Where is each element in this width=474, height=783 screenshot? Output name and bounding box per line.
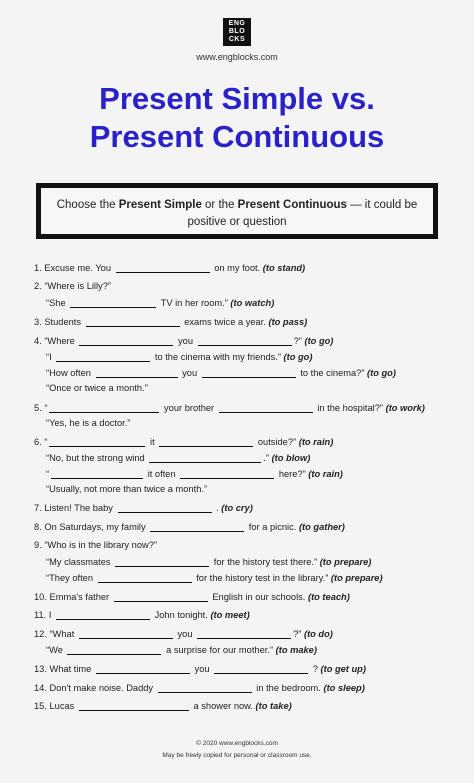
exercise-1 bbox=[34, 262, 305, 273]
exercise-12-answer bbox=[46, 644, 317, 655]
verb-cue: (to meet) bbox=[210, 610, 250, 620]
exercise-text: 15. Lucas bbox=[34, 701, 75, 711]
exercise-6-answer bbox=[46, 452, 310, 463]
exercise-text: ? bbox=[312, 664, 318, 674]
instructions-text: Choose the bbox=[56, 199, 119, 211]
exercise-15 bbox=[34, 700, 292, 711]
answer-blank[interactable] bbox=[49, 402, 159, 413]
verb-cue: (to prepare) bbox=[330, 573, 383, 583]
exercise-9-followup bbox=[46, 572, 383, 583]
verb-cue: (to watch) bbox=[230, 298, 275, 308]
verb-cue: (to rain) bbox=[308, 469, 343, 479]
exercise-text: 3. Students bbox=[34, 317, 82, 327]
exercise-text: TV in her room.” bbox=[160, 298, 228, 308]
exercise-text: your brother bbox=[164, 403, 215, 413]
verb-cue: (to stand) bbox=[262, 263, 306, 273]
verb-cue: (to do) bbox=[303, 629, 333, 639]
exercise-text: “ bbox=[46, 469, 50, 479]
exercise-text: “Usually, not more than twice a month.” bbox=[46, 484, 208, 494]
answer-blank[interactable] bbox=[118, 502, 212, 513]
exercise-text: you bbox=[177, 629, 193, 639]
exercise-text: ?” bbox=[293, 336, 302, 346]
verb-cue: (to cry) bbox=[221, 503, 253, 513]
verb-cue: (to gather) bbox=[298, 522, 345, 532]
exercise-text: 11. I bbox=[34, 610, 52, 620]
exercise-text: English in our schools. bbox=[212, 592, 306, 602]
exercise-text: you bbox=[182, 368, 198, 378]
exercise-text: here?” bbox=[278, 469, 306, 479]
exercise-text: outside?” bbox=[257, 437, 297, 447]
verb-cue: (to teach) bbox=[307, 592, 350, 602]
exercise-5-answer bbox=[46, 418, 130, 428]
exercise-text: “They often bbox=[46, 573, 94, 583]
answer-blank[interactable] bbox=[79, 700, 189, 711]
exercise-text: ?” bbox=[293, 629, 302, 639]
verb-cue: (to go) bbox=[283, 352, 313, 362]
engblocks-logo bbox=[223, 18, 251, 46]
exercise-text: 6. “ bbox=[34, 437, 48, 447]
instructions-box bbox=[36, 183, 438, 239]
answer-blank[interactable] bbox=[116, 262, 210, 273]
verb-cue: (to pass) bbox=[268, 317, 308, 327]
exercise-text: a shower now. bbox=[193, 701, 253, 711]
verb-cue: (to go) bbox=[304, 336, 334, 346]
exercise-text: for the history test in the library.” bbox=[196, 573, 329, 583]
verb-cue: (to take) bbox=[255, 701, 292, 711]
page-title bbox=[0, 80, 474, 156]
instructions-bold-simple: Present Simple bbox=[118, 199, 202, 211]
exercise-5-question bbox=[34, 402, 425, 413]
answer-blank[interactable] bbox=[51, 468, 143, 479]
exercise-6-reply bbox=[46, 484, 207, 494]
answer-blank[interactable] bbox=[219, 402, 313, 413]
exercise-text: “Yes, he is a doctor.” bbox=[46, 418, 131, 428]
site-url[interactable]: www.engblocks.com bbox=[196, 52, 278, 62]
exercise-text: “Once or twice a month.” bbox=[46, 383, 148, 393]
exercise-11 bbox=[34, 609, 250, 620]
exercise-text: “No, but the strong wind bbox=[46, 453, 145, 463]
exercise-13 bbox=[34, 663, 366, 674]
answer-blank[interactable] bbox=[198, 335, 292, 346]
exercise-3 bbox=[34, 316, 307, 327]
exercise-text: exams twice a year. bbox=[184, 317, 266, 327]
exercise-text: in the bedroom. bbox=[256, 683, 321, 693]
verb-cue: (to sleep) bbox=[323, 683, 365, 693]
exercise-text: on my foot. bbox=[214, 263, 261, 273]
answer-blank[interactable] bbox=[70, 297, 156, 308]
exercise-text: for the history test there.” bbox=[213, 557, 318, 567]
exercise-10 bbox=[34, 591, 350, 602]
exercise-text: 12. “What bbox=[34, 629, 75, 639]
answer-blank[interactable] bbox=[114, 591, 208, 602]
exercise-text: “I bbox=[46, 352, 52, 362]
answer-blank[interactable] bbox=[214, 663, 308, 674]
answer-blank[interactable] bbox=[79, 628, 173, 639]
answer-blank[interactable] bbox=[96, 367, 178, 378]
exercise-text: “We bbox=[46, 645, 63, 655]
exercise-text: 8. On Saturdays, my family bbox=[34, 522, 146, 532]
exercise-text: in the hospital?” bbox=[317, 403, 383, 413]
logo-line-2: BLO bbox=[228, 28, 246, 35]
exercise-text: 7. Listen! The baby bbox=[34, 503, 113, 513]
exercise-text: 14. Don't make noise. Daddy bbox=[34, 683, 154, 693]
verb-cue: (to go) bbox=[367, 368, 396, 378]
exercise-text: John tonight. bbox=[154, 610, 208, 620]
exercise-text: a surprise for our mother.” bbox=[166, 645, 274, 655]
title-line-1: Present Simple vs. bbox=[99, 81, 375, 116]
exercise-text: 9. “Who is in the library now?” bbox=[34, 540, 157, 550]
answer-blank[interactable] bbox=[86, 316, 180, 327]
verb-cue: (to prepare) bbox=[319, 557, 372, 567]
exercise-9-question bbox=[34, 540, 157, 550]
exercise-14 bbox=[34, 682, 365, 693]
answer-blank[interactable] bbox=[158, 682, 252, 693]
footer-license: May be freely copied for personal or classroom use. bbox=[162, 752, 312, 759]
verb-cue: (to rain) bbox=[298, 437, 334, 447]
verb-cue: (to work) bbox=[385, 403, 425, 413]
exercise-text: 10. Emma's father bbox=[34, 592, 110, 602]
instructions-text: or the bbox=[201, 199, 238, 211]
answer-blank[interactable] bbox=[56, 351, 150, 362]
exercise-4-followup bbox=[46, 367, 396, 378]
exercise-text: 5. “ bbox=[34, 403, 48, 413]
exercise-text: “My classmates bbox=[46, 557, 111, 567]
logo-line-3: CKS bbox=[228, 36, 246, 43]
exercise-6-followup bbox=[46, 468, 343, 479]
exercise-text: you bbox=[178, 336, 194, 346]
exercise-text: 2. “Where is Lilly?” bbox=[34, 281, 111, 291]
answer-blank[interactable] bbox=[202, 367, 296, 378]
instructions-text: — it could be positive or question bbox=[187, 199, 418, 228]
answer-blank[interactable] bbox=[149, 452, 261, 463]
verb-cue: (to get up) bbox=[320, 664, 366, 674]
answer-blank[interactable] bbox=[98, 572, 192, 583]
answer-blank[interactable] bbox=[115, 556, 209, 567]
exercise-8 bbox=[34, 521, 345, 532]
exercise-text: 13. What time bbox=[34, 664, 92, 674]
exercise-text: “She bbox=[46, 298, 66, 308]
exercise-2-answer bbox=[46, 297, 274, 308]
answer-blank[interactable] bbox=[150, 521, 244, 532]
exercise-4-question bbox=[34, 335, 333, 346]
answer-blank[interactable] bbox=[159, 436, 253, 447]
exercise-4-reply bbox=[46, 383, 148, 393]
exercise-text: to the cinema?” bbox=[300, 368, 365, 378]
instructions-bold-continuous: Present Continuous bbox=[237, 199, 347, 211]
exercise-text: 4. “Where bbox=[34, 336, 75, 346]
answer-blank[interactable] bbox=[67, 644, 161, 655]
exercise-4-answer bbox=[46, 351, 312, 362]
exercise-text: to the cinema with my friends.” bbox=[154, 352, 281, 362]
answer-blank[interactable] bbox=[49, 436, 145, 447]
answer-blank[interactable] bbox=[197, 628, 291, 639]
logo-line-1: ENG bbox=[228, 20, 246, 27]
exercise-text: it often bbox=[147, 469, 176, 479]
answer-blank[interactable] bbox=[56, 609, 150, 620]
exercise-7 bbox=[34, 502, 253, 513]
verb-cue: (to make) bbox=[275, 645, 317, 655]
answer-blank[interactable] bbox=[96, 663, 190, 674]
exercise-6-question bbox=[34, 436, 333, 447]
exercise-12-question bbox=[34, 628, 333, 639]
exercise-text: for a picnic. bbox=[248, 522, 297, 532]
exercise-text: . bbox=[216, 503, 219, 513]
answer-blank[interactable] bbox=[180, 468, 274, 479]
footer-copyright: © 2020 www.engblocks.com bbox=[196, 740, 278, 747]
exercise-text: “How often bbox=[46, 368, 91, 378]
exercise-text: 1. Excuse me. You bbox=[34, 263, 112, 273]
answer-blank[interactable] bbox=[79, 335, 173, 346]
exercise-text: .” bbox=[263, 453, 269, 463]
exercise-2-question bbox=[34, 281, 111, 291]
exercise-text: it bbox=[150, 437, 155, 447]
exercise-9-answer bbox=[46, 556, 371, 567]
exercise-text: you bbox=[194, 664, 210, 674]
title-line-2: Present Continuous bbox=[89, 119, 385, 154]
verb-cue: (to blow) bbox=[271, 453, 311, 463]
